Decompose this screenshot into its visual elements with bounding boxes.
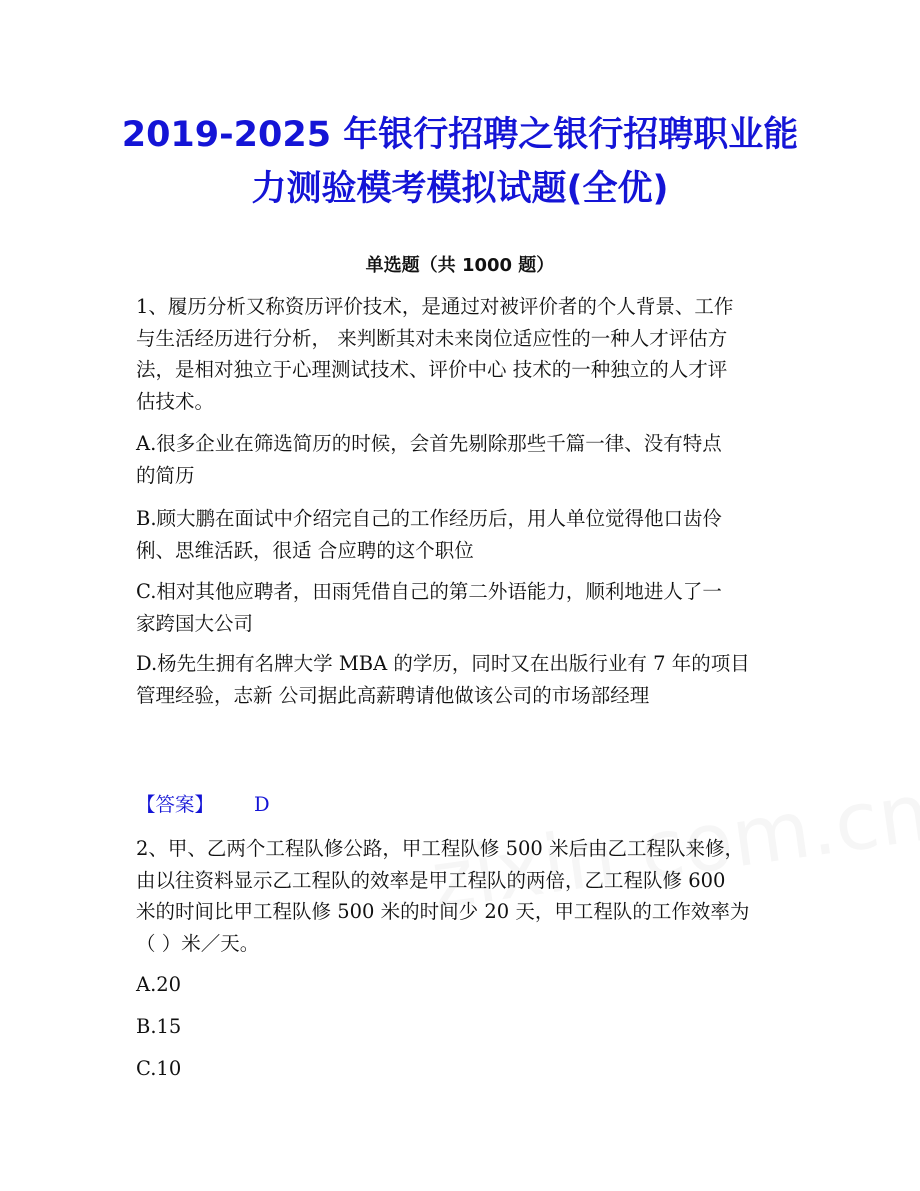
question-2-option-c: C.10: [136, 1057, 182, 1080]
document-title: [0, 108, 920, 216]
question-1-option-c: [136, 576, 786, 639]
question-2-option-a: A.20: [136, 973, 182, 996]
question-1-option-a: [136, 428, 786, 491]
text-line: 俐、思维活跃，很适 合应聘的这个职位: [136, 538, 474, 562]
text-line: （ ）米／天。: [136, 931, 260, 955]
title-line-2: 力测验模考模拟试题(全优): [251, 169, 669, 209]
question-1-option-d: [136, 648, 786, 711]
question-1-stem: [136, 291, 786, 417]
text-line: A.很多企业在筛选简历的时候，会首先剔除那些千篇一律、没有特点: [136, 432, 722, 455]
text-line: 1、履历分析又称资历评价技术，是通过对被评价者的个人背景、工作: [136, 295, 734, 318]
text-line: 的简历: [136, 463, 195, 487]
text-line: D.杨先生拥有名牌大学 MBA 的学历，同时又在出版行业有 7 年的项目: [136, 652, 750, 675]
answer-value: D: [254, 793, 270, 816]
text-line: 估技术。: [136, 389, 215, 413]
text-line: 与生活经历进行分析， 来判断其对未来岗位适应性的一种人才评估方: [136, 326, 728, 350]
text-line: 米的时间比甲工程队修 500 米的时间少 20 天，甲工程队的工作效率为: [136, 900, 750, 923]
section-header: 单选题（共 1000 题）: [365, 255, 555, 276]
text-line: C.相对其他应聘者，田雨凭借自己的第二外语能力，顺利地进人了一: [136, 580, 722, 603]
answer-label: 【答案】: [136, 793, 215, 816]
question-1-answer: [136, 790, 270, 820]
text-line: 法，是相对独立于心理测试技术、评价中心 技术的一种独立的人才评: [136, 358, 728, 381]
question-1-option-b: [136, 503, 786, 566]
text-line: 管理经验，志新 公司据此高薪聘请他做该公司的市场部经理: [136, 683, 650, 707]
text-line: 由以往资料显示乙工程队的效率是甲工程队的两倍，乙工程队修 600: [136, 868, 726, 892]
text-line: 家跨国大公司: [136, 611, 254, 635]
text-line: 2、甲、乙两个工程队修公路，甲工程队修 500 米后由乙工程队来修，: [136, 837, 745, 860]
text-line: B.顾大鹏在面试中介绍完自己的工作经历后，用人单位觉得他口齿伶: [136, 507, 723, 530]
title-line-1: 2019-2025 年银行招聘之银行招聘职业能: [121, 115, 799, 155]
question-2-option-b: B.15: [136, 1015, 182, 1038]
